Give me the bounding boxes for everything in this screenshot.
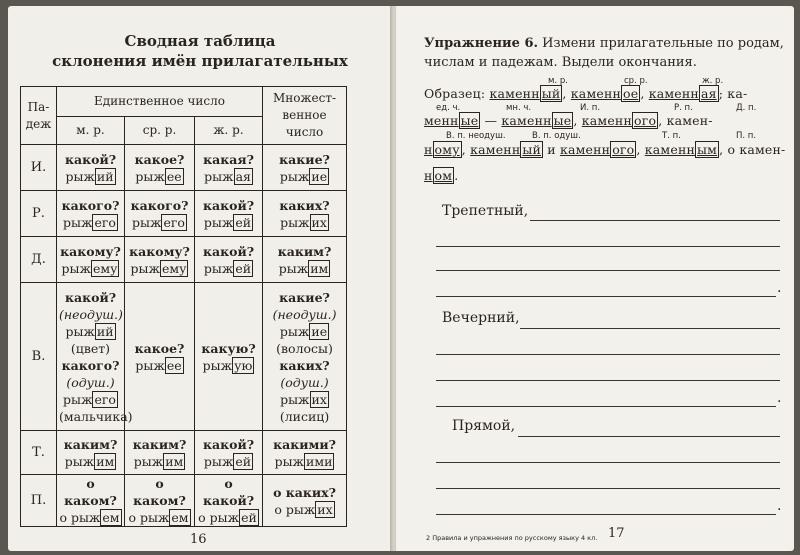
answer-line[interactable] — [436, 488, 780, 489]
ending-box: им — [310, 260, 329, 276]
case-label: Т. — [21, 431, 57, 475]
ending-box: его — [163, 214, 185, 230]
ending-box: ий — [96, 168, 114, 184]
ending-box: ему — [92, 260, 118, 276]
label-f: ж. р. — [702, 76, 724, 86]
header-case: Па- деж — [21, 87, 57, 145]
label-nom: И. п. — [580, 103, 601, 113]
task-word-3: Прямой, — [452, 418, 516, 434]
cell: какой? (неодуш.) рыж ий (цвет) какого? (одуш.) рыж его (мальчика) — [57, 283, 125, 431]
sample-line-4: н ом . — [424, 168, 459, 183]
task-word-1: Трепетный, — [442, 203, 529, 219]
table-title-line1: Сводная таблица — [124, 32, 276, 50]
cell: какой? рыж ей — [195, 191, 263, 237]
cell: какой? рыж ей — [195, 237, 263, 283]
period: . — [777, 390, 782, 406]
label-sg: ед. ч. — [436, 103, 461, 113]
cell: какого? рыж его — [57, 191, 125, 237]
answer-line[interactable] — [436, 462, 780, 463]
label-gen: Р. п. — [674, 103, 693, 113]
cell: какой? рыж ей — [195, 431, 263, 475]
case-label: П. — [21, 475, 57, 527]
ending-box: ие — [311, 323, 328, 339]
cell: каким? рыж им — [57, 431, 125, 475]
ending-box: ий — [96, 323, 114, 339]
table-row — [21, 283, 347, 431]
ending-box: ем — [102, 510, 120, 525]
case-label: И. — [21, 145, 57, 191]
answer-line[interactable] — [436, 514, 776, 515]
cell: какие? рыж ие — [263, 145, 347, 191]
cell: каких? рыж их — [263, 191, 347, 237]
cell: каким? рыж им — [125, 431, 195, 475]
table-row — [21, 475, 347, 527]
answer-line[interactable] — [436, 354, 780, 355]
cell: о каких? о рыж их — [263, 475, 347, 527]
header-fem: ж. р. — [195, 117, 263, 145]
table-row — [21, 145, 347, 191]
cell: какое? рыж ее — [125, 283, 195, 431]
ending-box: ие — [311, 168, 328, 184]
label-acc-inanim: В. п. неодуш. — [446, 131, 506, 141]
cell: о каком? о рыж ем — [57, 475, 125, 527]
cell: какие? (неодуш.) рыж ие (волосы) каких? (одуш.) рыж их (лисиц) — [263, 283, 347, 431]
ending-box: ей — [235, 260, 252, 276]
cell: какими? рыж ими — [263, 431, 347, 475]
case-label: Р. — [21, 191, 57, 237]
ending-box: ей — [235, 453, 252, 469]
header-singular: Единственное число — [57, 87, 263, 117]
ending-box: их — [317, 501, 333, 517]
case-label: В. — [21, 283, 57, 431]
ending-box: им — [96, 453, 115, 469]
ending-box: ую — [234, 357, 253, 373]
period: . — [777, 280, 782, 296]
cell: какому? рыж ему — [125, 237, 195, 283]
label-acc-anim: В. п. одуш. — [532, 131, 581, 141]
page-number-left: 16 — [190, 532, 207, 547]
case-label: Д. — [21, 237, 57, 283]
declension-table — [20, 86, 347, 527]
exercise-heading: Упражнение 6. Измени прилагательные по родам, числам и падежам. Выдели окончания. — [424, 36, 784, 70]
table-row — [21, 191, 347, 237]
ending-box: им — [165, 453, 184, 469]
ending-box: ая — [235, 168, 251, 184]
label-instr: Т. п. — [662, 131, 681, 141]
ending-box: ими — [306, 453, 333, 469]
ending-box: ем — [171, 510, 189, 525]
sample-line-3: н ому , каменн ый и каменн ого , каменн ым , о камен- — [424, 142, 786, 157]
ending-box: их — [311, 214, 327, 230]
sample-line-2: менн ые — каменн ые , каменн ого , камен- — [424, 113, 713, 128]
label-n: ср. р. — [624, 76, 648, 86]
answer-line[interactable] — [436, 270, 780, 271]
ending-box: ее — [166, 357, 182, 373]
header-masc: м. р. — [57, 117, 125, 145]
answer-line[interactable] — [436, 246, 780, 247]
header-plural: Множест- венное число — [263, 87, 347, 145]
answer-line[interactable] — [530, 220, 780, 221]
table-row — [21, 431, 347, 475]
ending-box: его — [94, 214, 116, 230]
right-page — [396, 6, 794, 551]
label-pl: мн. ч. — [506, 103, 532, 113]
ending-box: ей — [235, 214, 252, 230]
table-title-line2: склонения имён прилагательных — [52, 52, 348, 70]
answer-line[interactable] — [518, 436, 780, 437]
cell: о каком? о рыж ем — [125, 475, 195, 527]
page-number-right: 17 — [608, 526, 625, 541]
cell: каким? рыж им — [263, 237, 347, 283]
ending-box: ей — [241, 510, 257, 525]
cell: какая? рыж ая — [195, 145, 263, 191]
cell: какого? рыж его — [125, 191, 195, 237]
cell: какой? рыж ий — [57, 145, 125, 191]
answer-line[interactable] — [436, 406, 776, 407]
table-row — [21, 237, 347, 283]
footnote: 2 Правила и упражнения по русскому языку 4 кл. — [426, 534, 598, 542]
sample-line-1: Образец: каменн ый , каменн ое , каменн ая ; ка- — [424, 86, 748, 101]
ending-box: его — [94, 391, 116, 407]
answer-line[interactable] — [436, 380, 780, 381]
cell: какое? рыж ее — [125, 145, 195, 191]
label-m: м. р. — [548, 76, 568, 86]
label-dat: Д. п. — [736, 103, 757, 113]
task-word-2: Вечерний, — [442, 310, 520, 326]
answer-line[interactable] — [520, 328, 780, 329]
cell: какую? рыж ую — [195, 283, 263, 431]
ending-box: ее — [166, 168, 182, 184]
answer-line[interactable] — [436, 296, 776, 297]
header-neut: ср. р. — [125, 117, 195, 145]
label-prep: П. п. — [736, 131, 757, 141]
cell: о какой? о рыж ей — [195, 475, 263, 527]
ending-box: их — [311, 391, 327, 407]
left-page — [8, 6, 392, 551]
ending-box: ему — [161, 260, 187, 276]
period: . — [777, 498, 782, 514]
cell: какому? рыж ему — [57, 237, 125, 283]
